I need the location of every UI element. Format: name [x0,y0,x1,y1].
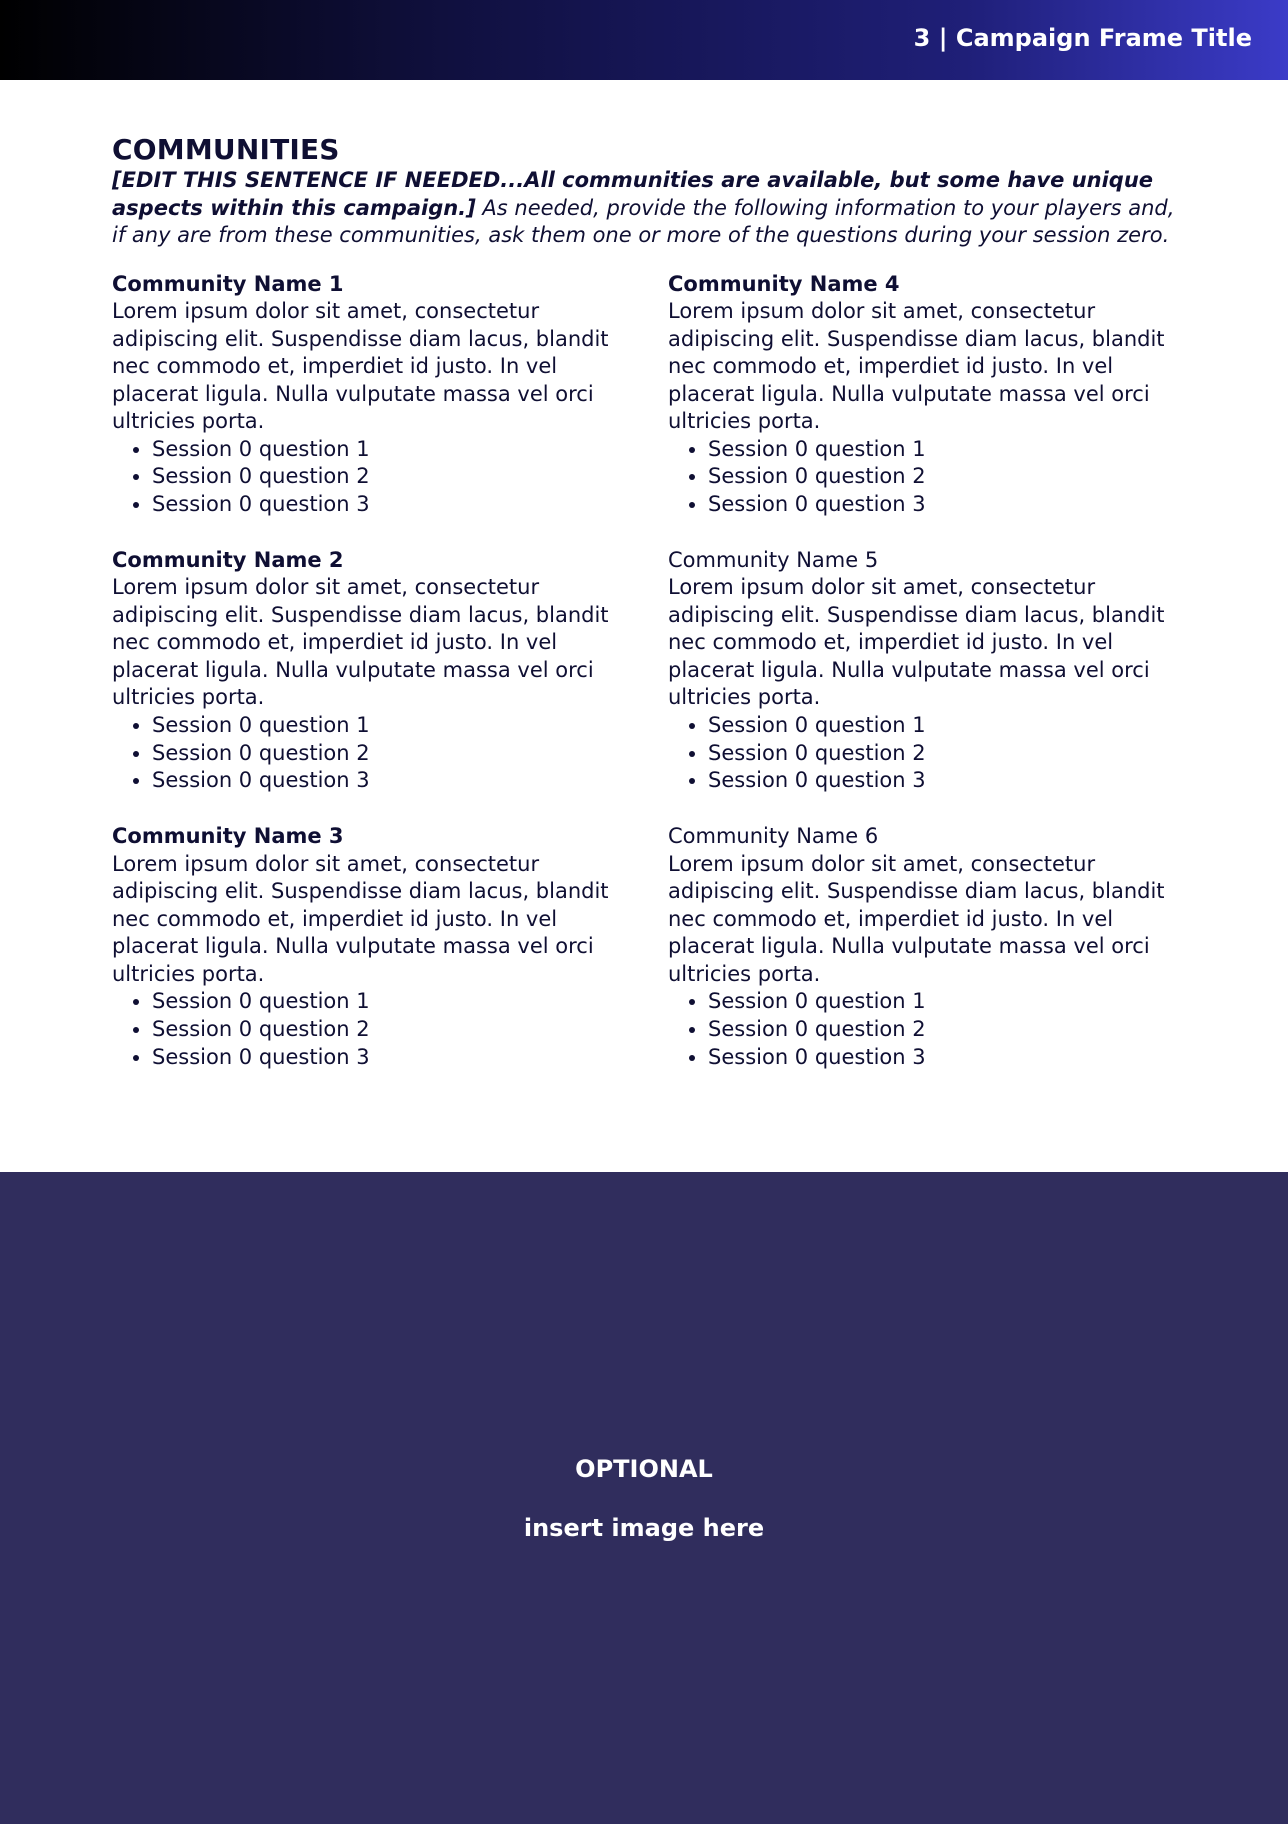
list-item: • Session 0 question 2 [708,1016,1176,1044]
community-description: Lorem ipsum dolor sit amet, consectetur adipiscing elit. Suspendisse diam lacus, blandit nec commodo et, imperdiet id justo. In vel placerat ligula. Nulla vulputate massa vel orci ultricies porta. [112,575,609,710]
community-description: Lorem ipsum dolor sit amet, consectetur adipiscing elit. Suspendisse diam lacus, blandit nec commodo et, imperdiet id justo. In vel placerat ligula. Nulla vulputate massa vel orci ultricies porta. [112,851,609,986]
list-item: • Session 0 question 1 [152,988,620,1016]
list-item: • Session 0 question 3 [708,767,1176,795]
list-item: • Session 0 question 2 [152,463,620,491]
list-item: • Session 0 question 2 [708,740,1176,768]
intro-edit-note: [EDIT THIS SENTENCE IF NEEDED...All communities are available, but some have unique aspects within this campaign.] [112,168,1154,220]
question-list [668,436,1176,519]
community-name: Community Name 4 [668,271,900,296]
community-block [668,547,1176,795]
list-item: • Session 0 question 2 [708,463,1176,491]
community-block [668,823,1176,1071]
community-name: Community Name 3 [112,824,344,849]
list-item: • Session 0 question 1 [708,436,1176,464]
header-title: 3 | Campaign Frame Title [913,24,1252,52]
list-item: • Session 0 question 3 [152,491,620,519]
communities-section [112,133,1176,1100]
community-description: Lorem ipsum dolor sit amet, consectetur adipiscing elit. Suspendisse diam lacus, blandit nec commodo et, imperdiet id justo. In vel placerat ligula. Nulla vulputate massa vel orci ultricies porta. [112,299,609,433]
community-name: Community Name 2 [112,547,344,572]
list-item: • Session 0 question 3 [708,1044,1176,1072]
list-item: • Session 0 question 2 [152,1016,620,1044]
intro-text: As needed, provide the following information to your players and, if any are from these communities, ask them one or more of the questions during your session zero. [112,195,1175,247]
image-placeholder [0,1172,1288,1824]
column-right [668,271,1176,1100]
community-name: Community Name 1 [112,271,344,296]
community-block [112,547,620,795]
list-item: • Session 0 question 3 [708,491,1176,519]
section-title: COMMUNITIES [112,133,340,166]
community-name: Community Name 6 [668,824,879,849]
optional-label: OPTIONAL [575,1455,713,1483]
community-description: Lorem ipsum dolor sit amet, consectetur adipiscing elit. Suspendisse diam lacus, blandit nec commodo et, imperdiet id justo. In vel placerat ligula. Nulla vulputate massa vel orci ultricies porta. [668,299,1165,433]
page-header [0,0,1288,80]
intro-paragraph [112,167,1176,250]
community-description: Lorem ipsum dolor sit amet, consectetur adipiscing elit. Suspendisse diam lacus, blandit nec commodo et, imperdiet id justo. In vel placerat ligula. Nulla vulputate massa vel orci ultricies porta. [668,575,1165,710]
question-list [668,712,1176,795]
list-item: • Session 0 question 1 [152,436,620,464]
list-item: • Session 0 question 1 [708,988,1176,1016]
community-columns [112,271,1176,1100]
community-block [112,823,620,1071]
list-item: • Session 0 question 3 [152,1044,620,1072]
community-name: Community Name 5 [668,547,879,572]
community-description: Lorem ipsum dolor sit amet, consectetur adipiscing elit. Suspendisse diam lacus, blandit nec commodo et, imperdiet id justo. In vel placerat ligula. Nulla vulputate massa vel orci ultricies porta. [668,851,1165,986]
list-item: • Session 0 question 2 [152,740,620,768]
community-block [112,271,620,519]
list-item: • Session 0 question 3 [152,767,620,795]
list-item: • Session 0 question 1 [708,712,1176,740]
question-list [112,988,620,1071]
community-block [668,271,1176,519]
list-item: • Session 0 question 1 [152,712,620,740]
question-list [668,988,1176,1071]
question-list [112,436,620,519]
insert-image-label: insert image here [523,1514,765,1542]
column-left [112,271,620,1100]
question-list [112,712,620,795]
